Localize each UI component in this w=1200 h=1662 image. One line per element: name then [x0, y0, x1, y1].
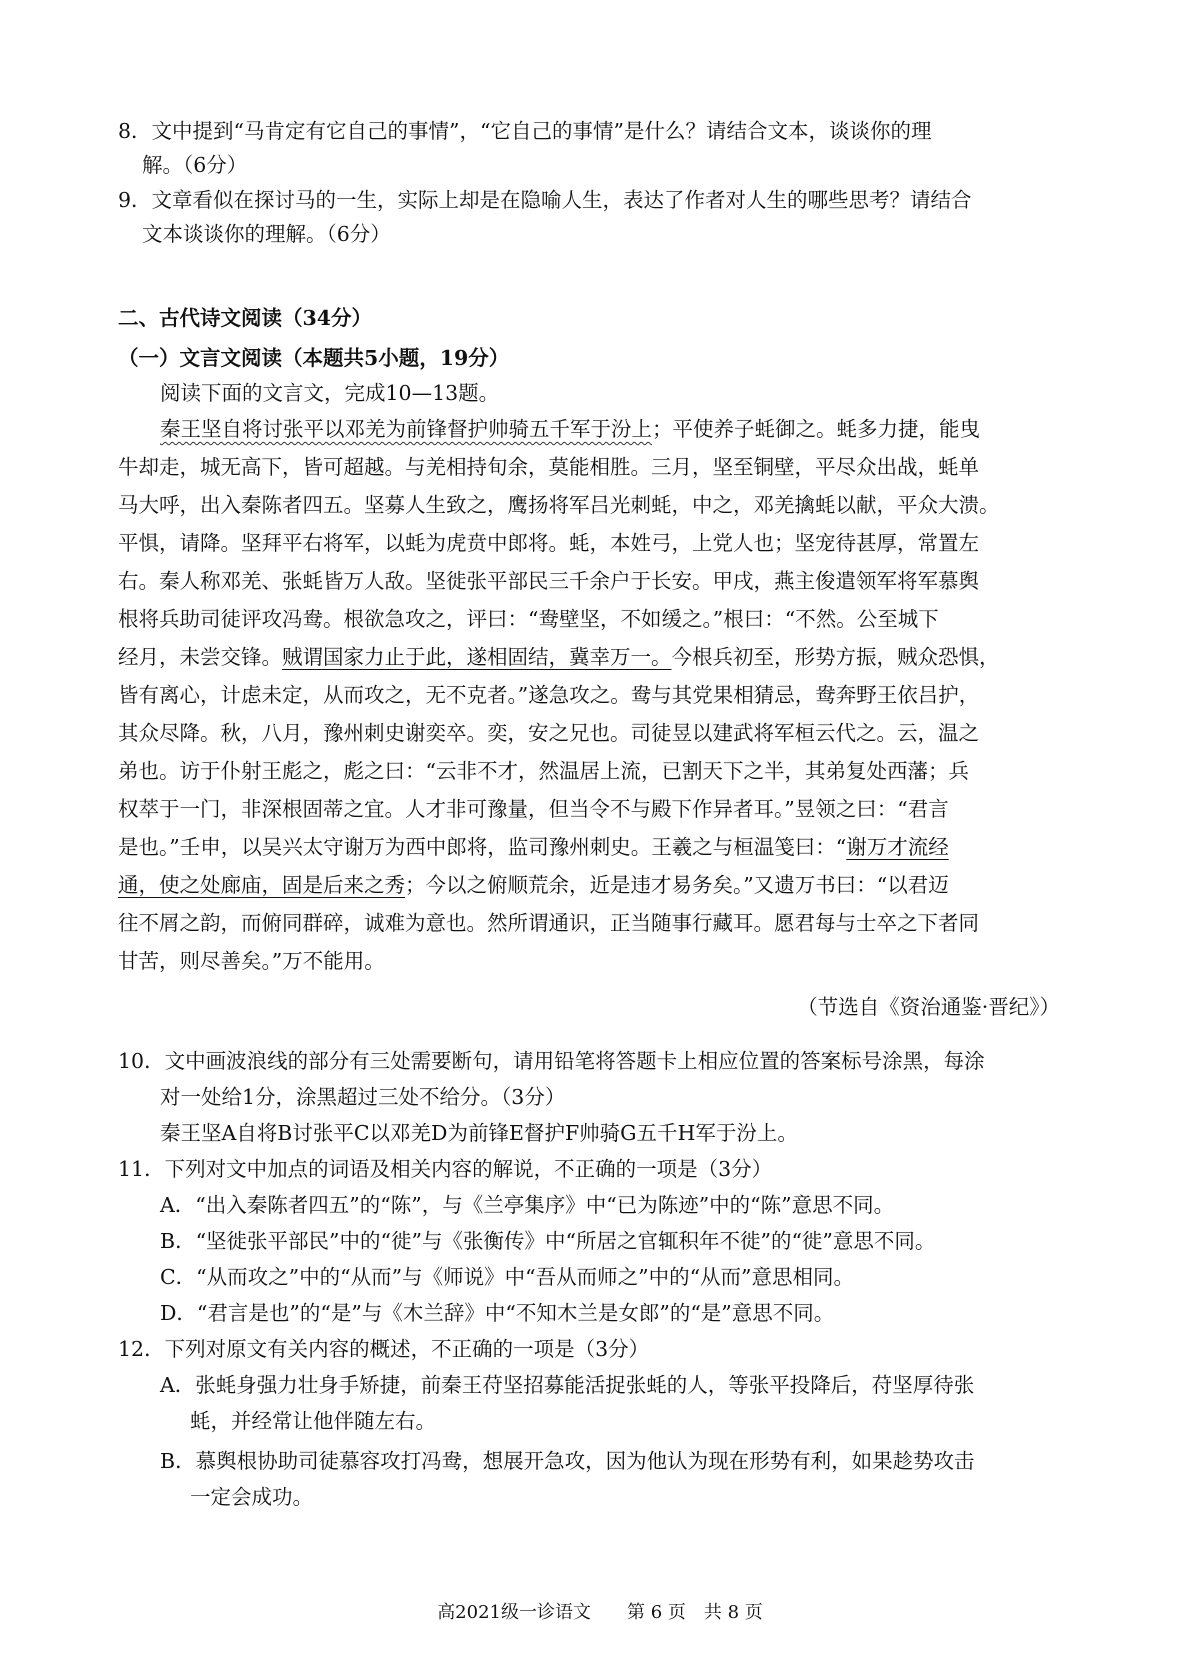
passage-line-8: 皆有离心，计虑未定，从而攻之，无不克者。”遂急攻之。鸯与其党果相猜忌，鸯奔野王依吕护，	[118, 683, 980, 707]
wavy-underline-text: 秦王坚自将讨张平以邓羌为前锋督护帅骑五千军于汾上	[160, 417, 652, 441]
passage-line-12: 是也。”壬申，以吴兴太守谢万为西中郎将，监司豫州刺史。王羲之与桓温笺曰：“谢万才流经	[118, 835, 949, 859]
question-11-option-c: C．“从而攻之”中的“从而”与《师说》中“吾从而师之”中的“从而”意思相同。	[160, 1265, 855, 1289]
question-12-option-a-line1: A．张蚝身强力壮身手矫捷，前秦王苻坚招募能活捉张蚝的人，等张平投降后，苻坚厚待张	[160, 1373, 975, 1397]
passage-line-15: 甘苦，则尽善矣。”万不能用。	[118, 949, 385, 973]
question-11-option-b: B．“坚徙张平部民”中的“徙”与《张衡传》中“所居之官辄积年不徙”的“徙”意思不同。	[160, 1229, 936, 1253]
question-9-line1: 9．文章看似在探讨马的一生，实际上却是在隐喻人生，表达了作者对人生的哪些思考？请结合	[118, 188, 972, 212]
question-12-option-b-line1: B．慕舆根协助司徒慕容攻打冯鸯，想展开急攻，因为他认为现在形势有利，如果趁势攻击	[160, 1449, 975, 1473]
question-12-option-b-line2: 一定会成功。	[190, 1485, 313, 1509]
subsection-title: （一）文言文阅读（本题共5小题，19分）	[118, 346, 510, 370]
section-title: 二、古代诗文阅读（34分）	[118, 306, 373, 330]
passage-line-11: 权萃于一门，非深根固蒂之宜。人才非可豫量，但当令不与殿下作异者耳。”昱领之曰：“君言	[118, 797, 949, 821]
question-9-line2: 文本谈谈你的理解。（6分）	[142, 222, 391, 246]
passage-line-9: 其众尽降。秋，八月，豫州刺史谢奕卒。奕，安之兄也。司徒昱以建武将军桓云代之。云，温之	[118, 721, 979, 745]
passage-line-3: 马大呼，出入秦陈者四五。坚募人生致之，鹰扬将军吕光刺蚝，中之，邓羌擒蚝以献，平众大溃。	[118, 493, 1000, 517]
question-11-option-d: D．“君言是也”的“是”与《木兰辞》中“不知木兰是女郎”的“是”意思不同。	[160, 1301, 835, 1325]
question-11-option-a: A．“出入秦陈者四五”的“陈”，与《兰亭集序》中“已为陈迹”中的“陈”意思不同。	[160, 1193, 895, 1217]
passage-line-13: 通，使之处廊庙，固是后来之秀；今以之俯顺荒余，近是违才易务矣。”又遗万书曰：“以君迈	[118, 873, 949, 897]
question-10-sentence: 秦王坚A自将B讨张平C以邓羌D为前锋E督护F帅骑G五千H军于汾上。	[160, 1121, 798, 1145]
passage-source: （节选自《资治通鉴·晋纪》）	[797, 995, 1060, 1019]
passage-line-5: 右。秦人称邓羌、张蚝皆万人敌。坚徙张平部民三千余户于长安。甲戌，燕主俊遣领军将军慕舆	[118, 569, 979, 593]
underlined-sentence-1: 贼谓国家力止于此，遂相固结，冀幸万一。	[282, 645, 672, 669]
passage-line-4: 平惧，请降。坚拜平右将军，以蚝为虎贲中郎将。蚝，本姓弓，上党人也；坚宠待甚厚，常置左	[118, 531, 979, 555]
underlined-sentence-2b: 通，使之处廊庙，固是后来之秀	[118, 873, 405, 897]
question-12-option-a-line2: 蚝，并经常让他伴随左右。	[190, 1409, 436, 1433]
underlined-sentence-2a: 谢万才流经	[846, 835, 949, 859]
question-12-stem: 12．下列对原文有关内容的概述，不正确的一项是（3分）	[118, 1337, 650, 1361]
passage-line-10: 弟也。访于仆射王彪之，彪之曰：“云非不才，然温居上流，已割天下之半，其弟复处西藩；兵	[118, 759, 969, 783]
passage-line-7: 经月，未尝交锋。贼谓国家力止于此，遂相固结，冀幸万一。今根兵初至，形势方振，贼众恐惧，	[118, 645, 1000, 669]
instruction: 阅读下面的文言文，完成10—13题。	[160, 381, 500, 405]
question-10-line1: 10．文中画波浪线的部分有三处需要断句，请用铅笔将答题卡上相应位置的答案标号涂黑，每涂	[118, 1049, 985, 1073]
question-8-line1: 8．文中提到“马肯定有它自己的事情”，“它自己的事情”是什么？请结合文本，谈谈你的理	[118, 119, 932, 143]
passage-line-6: 根将兵助司徒评攻冯鸯。根欲急攻之，评曰：“鸯壁坚，不如缓之。”根曰：“不然。公至城下	[118, 607, 939, 631]
question-8-line2: 解。（6分）	[142, 153, 248, 177]
question-10-line2: 对一处给1分，涂黑超过三处不给分。（3分）	[160, 1085, 566, 1109]
passage-line-1: 秦王坚自将讨张平以邓羌为前锋督护帅骑五千军于汾上；平使养子蚝御之。蚝多力捷，能曳	[160, 417, 980, 441]
passage-line-14: 往不屑之韵，而俯同群碎，诚难为意也。然所谓通识，正当随事行藏耳。愿君每与士卒之下者同	[118, 911, 979, 935]
question-11-stem: 11．下列对文中加点的词语及相关内容的解说，不正确的一项是（3分）	[118, 1157, 773, 1181]
passage-line-2: 牛却走，城无高下，皆可超越。与羌相持旬余，莫能相胜。三月，坚至铜壁，平尽众出战，蚝单	[118, 455, 979, 479]
page-footer: 高2021级一诊语文 第 6 页 共 8 页	[437, 1602, 763, 1623]
